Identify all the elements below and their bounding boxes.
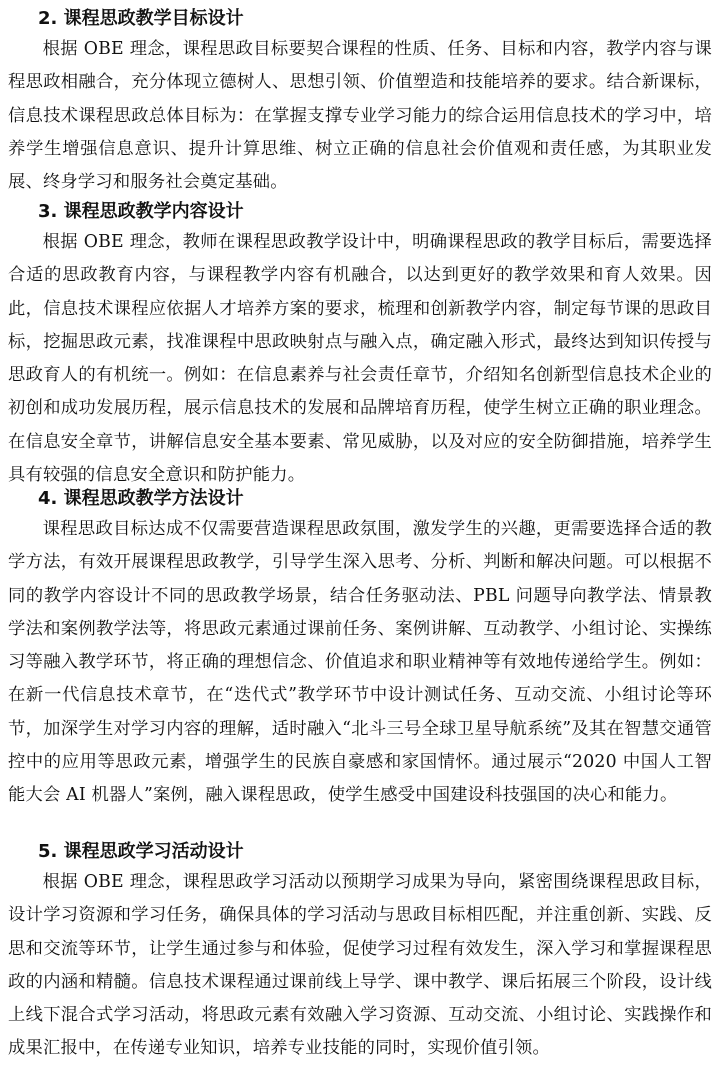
section-heading: 4. 课程思政教学方法设计 [38,488,244,509]
section-heading: 2. 课程思政教学目标设计 [38,8,244,29]
section-paragraph: 根据 OBE 理念，课程思政目标要契合课程的性质、任务、目标和内容，教学内容与课程思政相融合，充分体现立德树人、思想引领、价值塑造和技能培养的要求。结合新课标，信息技术课程思政总体目标为：在掌握支撑专业学习能力的综合运用信息技术的学习中，培养学生增强信息意识、提升计算思维、树立正确的信息社会价值观和责任感，为其职业发展、终身学习和服务社会奠定基础。 [8,39,712,193]
section-teaching-method-design [0,485,720,813]
section-heading: 5. 课程思政学习活动设计 [38,841,244,862]
section-learning-activity-design [0,838,720,1066]
section-teaching-goal-design [0,5,720,199]
section-heading: 3. 课程思政教学内容设计 [38,201,244,222]
section-paragraph: 根据 OBE 理念，课程思政学习活动以预期学习成果为导向，紧密围绕课程思政目标，设计学习资源和学习任务，确保具体的学习活动与思政目标相匹配，并注重创新、实践、反思和交流等环节，让学生通过参与和体验，促使学习过程有效发生，深入学习和掌握课程思政的内涵和精髓。信息技术课程通过课前线上导学、课中教学、课后拓展三个阶段，设计线上线下混合式学习活动，将思政元素有效融入学习资源、互动交流、小组讨论、实践操作和成果汇报中，在传递专业知识，培养专业技能的同时，实现价值引领。 [8,872,712,1059]
section-paragraph: 课程思政目标达成不仅需要营造课程思政氛围，激发学生的兴趣，更需要选择合适的教学方法，有效开展课程思政教学，引导学生深入思考、分析、判断和解决问题。可以根据不同的教学内容设计不同的思政教学场景，结合任务驱动法、PBL 问题导向教学法、情景教学法和案例教学法等，将思政元素通过课前任务、案例讲解、互动教学、小组讨论、实操练习等融入教学环节，将正确的理想信念、价值追求和职业精神等有效地传递给学生。例如：在新一代信息技术章节，在“迭代式”教学环节中设计测试任务、互动交流、小组讨论等环节，加深学生对学习内容的理解，适时融入“北斗三号全球卫星导航系统”及其在智慧交通管控中的应用等思政元素，增强学生的民族自豪感和家国情怀。通过展示“2020 中国人工智能大会 AI 机器人”案例，融入课程思政，使学生感受中国建设科技强国的决心和能力。 [8,519,712,806]
section-teaching-content-design [0,198,720,492]
section-paragraph: 根据 OBE 理念，教师在课程思政教学设计中，明确课程思政的教学目标后，需要选择合适的思政教育内容，与课程教学内容有机融合，以达到更好的教学效果和育人效果。因此，信息技术课程应依据人才培养方案的要求，梳理和创新教学内容，制定每节课的思政目标，挖掘思政元素，找准课程中思政映射点与融入点，确定融入形式，最终达到知识传授与思政育人的有机统一。例如：在信息素养与社会责任章节，介绍知名创新型信息技术企业的初创和成功发展历程，展示信息技术的发展和品牌培育历程，使学生树立正确的职业理念。在信息安全章节，讲解信息安全基本要素、常见威胁，以及对应的安全防御措施，培养学生具有较强的信息安全意识和防护能力。 [8,232,712,486]
